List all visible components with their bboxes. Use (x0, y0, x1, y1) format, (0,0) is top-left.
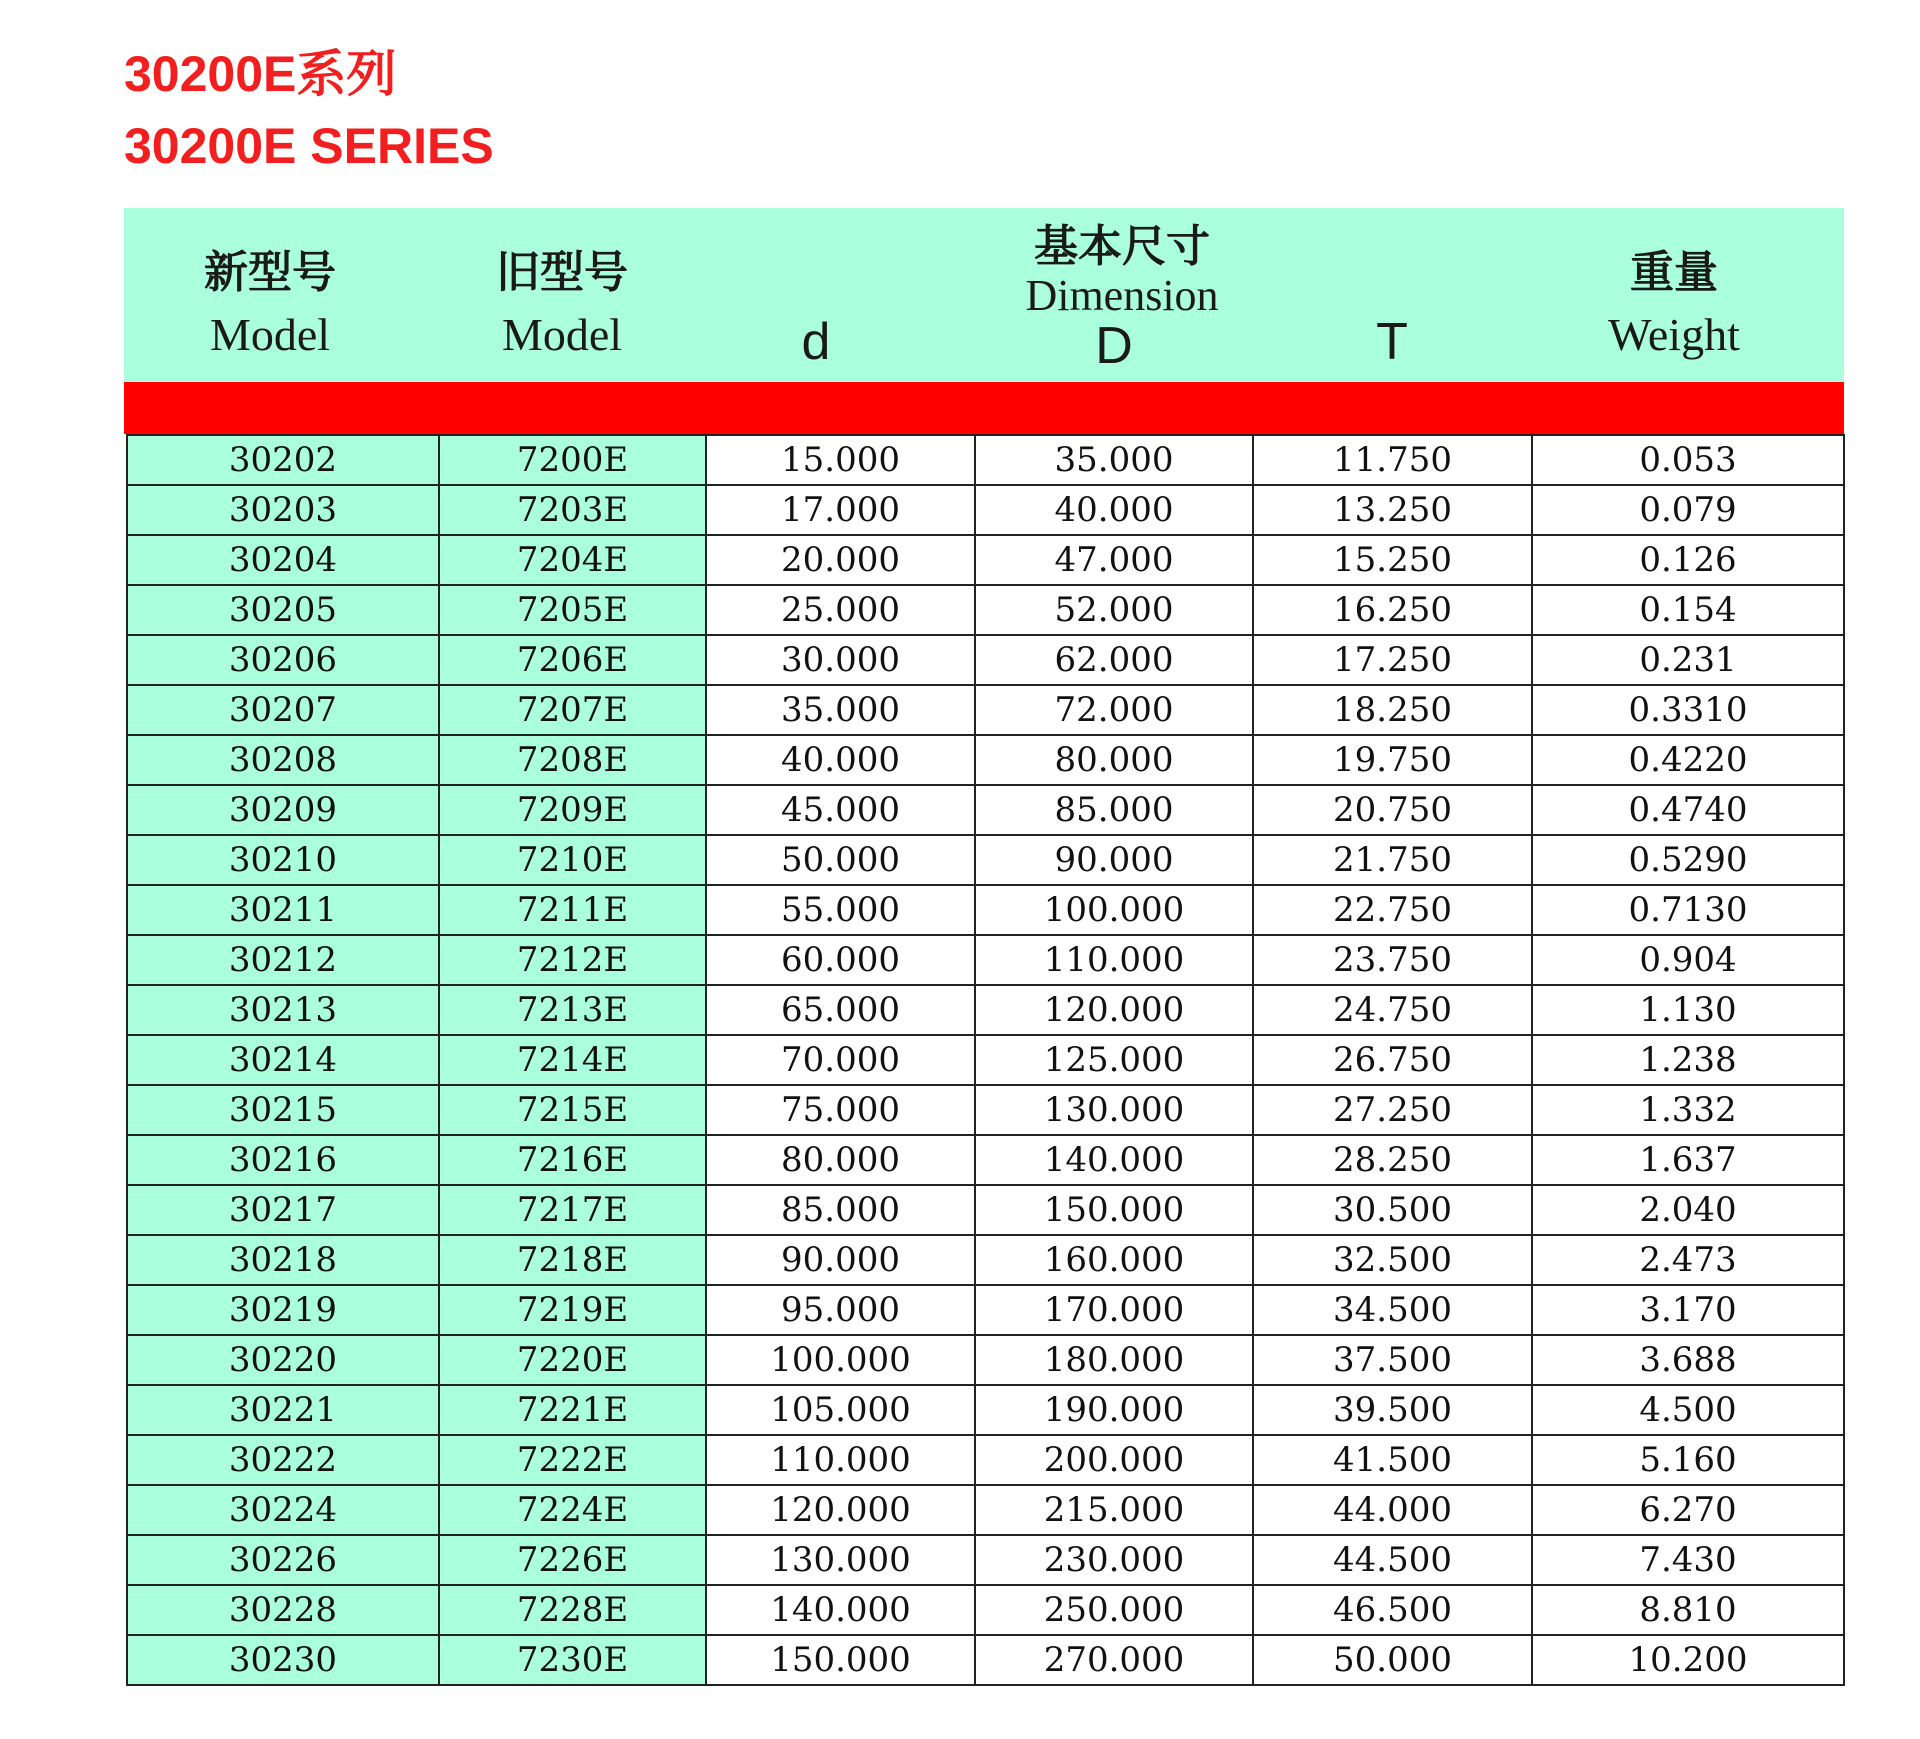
col-T-header: T (1376, 313, 1408, 371)
table-row (127, 485, 1844, 535)
d-cell: 50.000 (706, 835, 975, 885)
weight-cell: 7.430 (1532, 1535, 1844, 1585)
old-model-cell: 7205E (439, 585, 706, 635)
weight-cell: 1.332 (1532, 1085, 1844, 1135)
table-row (127, 785, 1844, 835)
table-row (127, 435, 1844, 485)
d-cell: 75.000 (706, 1085, 975, 1135)
weight-header-en: Weight (1608, 309, 1740, 360)
table-body (127, 435, 1844, 1685)
old-model-cell: 7208E (439, 735, 706, 785)
d-cell: 25.000 (706, 585, 975, 635)
page-title-english: 30200E SERIES (124, 118, 494, 174)
T-cell: 11.750 (1253, 435, 1532, 485)
new-model-cell: 30220 (127, 1335, 439, 1385)
col-D-header: D (1095, 317, 1133, 375)
weight-cell: 5.160 (1532, 1435, 1844, 1485)
D-cell: 52.000 (975, 585, 1253, 635)
D-cell: 40.000 (975, 485, 1253, 535)
new-model-cell: 30228 (127, 1585, 439, 1635)
old-model-header-en: Model (501, 309, 623, 360)
T-cell: 30.500 (1253, 1185, 1532, 1235)
weight-cell: 2.473 (1532, 1235, 1844, 1285)
T-cell: 19.750 (1253, 735, 1532, 785)
d-cell: 20.000 (706, 535, 975, 585)
T-cell: 39.500 (1253, 1385, 1532, 1435)
new-model-cell: 30212 (127, 935, 439, 985)
old-model-cell: 7230E (439, 1635, 706, 1685)
d-cell: 40.000 (706, 735, 975, 785)
table-row (127, 985, 1844, 1035)
new-model-cell: 30217 (127, 1185, 439, 1235)
table-row (127, 1235, 1844, 1285)
weight-cell: 0.154 (1532, 585, 1844, 635)
D-cell: 110.000 (975, 935, 1253, 985)
new-model-cell: 30211 (127, 885, 439, 935)
D-cell: 80.000 (975, 735, 1253, 785)
old-model-cell: 7226E (439, 1535, 706, 1585)
T-cell: 21.750 (1253, 835, 1532, 885)
D-cell: 170.000 (975, 1285, 1253, 1335)
d-cell: 35.000 (706, 685, 975, 735)
new-model-cell: 30216 (127, 1135, 439, 1185)
new-model-cell: 30214 (127, 1035, 439, 1085)
T-cell: 46.500 (1253, 1585, 1532, 1635)
d-cell: 105.000 (706, 1385, 975, 1435)
old-model-header-cn: 旧型号 (496, 247, 628, 298)
weight-cell: 0.7130 (1532, 885, 1844, 935)
old-model-cell: 7212E (439, 935, 706, 985)
table-row (127, 1085, 1844, 1135)
T-cell: 41.500 (1253, 1435, 1532, 1485)
old-model-cell: 7200E (439, 435, 706, 485)
T-cell: 23.750 (1253, 935, 1532, 985)
old-model-cell: 7209E (439, 785, 706, 835)
D-cell: 62.000 (975, 635, 1253, 685)
weight-cell: 0.126 (1532, 535, 1844, 585)
d-cell: 45.000 (706, 785, 975, 835)
d-cell: 150.000 (706, 1635, 975, 1685)
table-row (127, 1135, 1844, 1185)
old-model-cell: 7206E (439, 635, 706, 685)
weight-cell: 1.130 (1532, 985, 1844, 1035)
D-cell: 270.000 (975, 1635, 1253, 1685)
table-row (127, 1335, 1844, 1385)
D-cell: 250.000 (975, 1585, 1253, 1635)
table-row (127, 635, 1844, 685)
table-row (127, 685, 1844, 735)
d-cell: 130.000 (706, 1535, 975, 1585)
T-cell: 13.250 (1253, 485, 1532, 535)
d-cell: 100.000 (706, 1335, 975, 1385)
T-cell: 32.500 (1253, 1235, 1532, 1285)
old-model-cell: 7224E (439, 1485, 706, 1535)
d-cell: 60.000 (706, 935, 975, 985)
d-cell: 55.000 (706, 885, 975, 935)
D-cell: 130.000 (975, 1085, 1253, 1135)
weight-cell: 10.200 (1532, 1635, 1844, 1685)
d-cell: 95.000 (706, 1285, 975, 1335)
old-model-cell: 7228E (439, 1585, 706, 1635)
new-model-cell: 30224 (127, 1485, 439, 1535)
old-model-cell: 7214E (439, 1035, 706, 1085)
weight-header-cn: 重量 (1630, 247, 1718, 298)
table-row (127, 535, 1844, 585)
table-header (124, 208, 1844, 382)
D-cell: 160.000 (975, 1235, 1253, 1285)
new-model-cell: 30210 (127, 835, 439, 885)
d-cell: 85.000 (706, 1185, 975, 1235)
table-row (127, 1035, 1844, 1085)
T-cell: 34.500 (1253, 1285, 1532, 1335)
T-cell: 17.250 (1253, 635, 1532, 685)
new-model-cell: 30207 (127, 685, 439, 735)
dimension-header-cn: 基本尺寸 (1034, 221, 1210, 272)
table-row (127, 1585, 1844, 1635)
D-cell: 100.000 (975, 885, 1253, 935)
new-model-cell: 30206 (127, 635, 439, 685)
table-row (127, 1535, 1844, 1585)
header-divider-bar (124, 382, 1844, 434)
old-model-cell: 7210E (439, 835, 706, 885)
D-cell: 72.000 (975, 685, 1253, 735)
new-model-cell: 30218 (127, 1235, 439, 1285)
T-cell: 15.250 (1253, 535, 1532, 585)
page-title-chinese: 30200E系列 (124, 46, 397, 102)
D-cell: 230.000 (975, 1535, 1253, 1585)
new-model-cell: 30204 (127, 535, 439, 585)
old-model-cell: 7203E (439, 485, 706, 535)
d-cell: 140.000 (706, 1585, 975, 1635)
table-row (127, 885, 1844, 935)
old-model-cell: 7219E (439, 1285, 706, 1335)
D-cell: 150.000 (975, 1185, 1253, 1235)
T-cell: 28.250 (1253, 1135, 1532, 1185)
new-model-header-en: Model (209, 309, 331, 360)
new-model-header-cn: 新型号 (204, 247, 336, 298)
new-model-cell: 30203 (127, 485, 439, 535)
d-cell: 120.000 (706, 1485, 975, 1535)
weight-cell: 1.637 (1532, 1135, 1844, 1185)
weight-cell: 0.904 (1532, 935, 1844, 985)
old-model-cell: 7216E (439, 1135, 706, 1185)
d-cell: 65.000 (706, 985, 975, 1035)
weight-cell: 0.4220 (1532, 735, 1844, 785)
T-cell: 26.750 (1253, 1035, 1532, 1085)
D-cell: 215.000 (975, 1485, 1253, 1535)
new-model-cell: 30213 (127, 985, 439, 1035)
dimension-header-en: Dimension (1025, 271, 1219, 320)
weight-cell: 0.5290 (1532, 835, 1844, 885)
weight-cell: 6.270 (1532, 1485, 1844, 1535)
old-model-cell: 7220E (439, 1335, 706, 1385)
table-row (127, 1185, 1844, 1235)
weight-cell: 8.810 (1532, 1585, 1844, 1635)
new-model-cell: 30226 (127, 1535, 439, 1585)
T-cell: 37.500 (1253, 1335, 1532, 1385)
T-cell: 50.000 (1253, 1635, 1532, 1685)
d-cell: 17.000 (706, 485, 975, 535)
old-model-cell: 7221E (439, 1385, 706, 1435)
old-model-cell: 7211E (439, 885, 706, 935)
T-cell: 27.250 (1253, 1085, 1532, 1135)
new-model-cell: 30230 (127, 1635, 439, 1685)
col-d-header: d (801, 313, 831, 371)
weight-cell: 2.040 (1532, 1185, 1844, 1235)
T-cell: 20.750 (1253, 785, 1532, 835)
T-cell: 18.250 (1253, 685, 1532, 735)
d-cell: 80.000 (706, 1135, 975, 1185)
table-row (127, 585, 1844, 635)
table-row (127, 1385, 1844, 1435)
d-cell: 90.000 (706, 1235, 975, 1285)
D-cell: 125.000 (975, 1035, 1253, 1085)
weight-cell: 1.238 (1532, 1035, 1844, 1085)
D-cell: 120.000 (975, 985, 1253, 1035)
new-model-cell: 30209 (127, 785, 439, 835)
weight-cell: 0.079 (1532, 485, 1844, 535)
new-model-cell: 30215 (127, 1085, 439, 1135)
new-model-cell: 30208 (127, 735, 439, 785)
d-cell: 110.000 (706, 1435, 975, 1485)
table-row (127, 835, 1844, 885)
D-cell: 180.000 (975, 1335, 1253, 1385)
weight-cell: 3.688 (1532, 1335, 1844, 1385)
old-model-cell: 7204E (439, 535, 706, 585)
T-cell: 16.250 (1253, 585, 1532, 635)
weight-cell: 3.170 (1532, 1285, 1844, 1335)
D-cell: 140.000 (975, 1135, 1253, 1185)
new-model-cell: 30202 (127, 435, 439, 485)
D-cell: 85.000 (975, 785, 1253, 835)
old-model-cell: 7215E (439, 1085, 706, 1135)
d-cell: 70.000 (706, 1035, 975, 1085)
old-model-cell: 7218E (439, 1235, 706, 1285)
weight-cell: 0.4740 (1532, 785, 1844, 835)
D-cell: 190.000 (975, 1385, 1253, 1435)
D-cell: 47.000 (975, 535, 1253, 585)
d-cell: 30.000 (706, 635, 975, 685)
new-model-cell: 30221 (127, 1385, 439, 1435)
D-cell: 200.000 (975, 1435, 1253, 1485)
T-cell: 44.000 (1253, 1485, 1532, 1535)
weight-cell: 0.231 (1532, 635, 1844, 685)
d-cell: 15.000 (706, 435, 975, 485)
D-cell: 90.000 (975, 835, 1253, 885)
weight-cell: 4.500 (1532, 1385, 1844, 1435)
table-row (127, 735, 1844, 785)
weight-cell: 0.3310 (1532, 685, 1844, 735)
table-row (127, 1485, 1844, 1535)
old-model-cell: 7213E (439, 985, 706, 1035)
table-row (127, 935, 1844, 985)
T-cell: 22.750 (1253, 885, 1532, 935)
old-model-cell: 7222E (439, 1435, 706, 1485)
weight-cell: 0.053 (1532, 435, 1844, 485)
T-cell: 44.500 (1253, 1535, 1532, 1585)
old-model-cell: 7217E (439, 1185, 706, 1235)
table-row (127, 1285, 1844, 1335)
D-cell: 35.000 (975, 435, 1253, 485)
bearing-table (126, 434, 1845, 1686)
new-model-cell: 30222 (127, 1435, 439, 1485)
new-model-cell: 30205 (127, 585, 439, 635)
table-row (127, 1435, 1844, 1485)
old-model-cell: 7207E (439, 685, 706, 735)
table-row (127, 1635, 1844, 1685)
new-model-cell: 30219 (127, 1285, 439, 1335)
T-cell: 24.750 (1253, 985, 1532, 1035)
